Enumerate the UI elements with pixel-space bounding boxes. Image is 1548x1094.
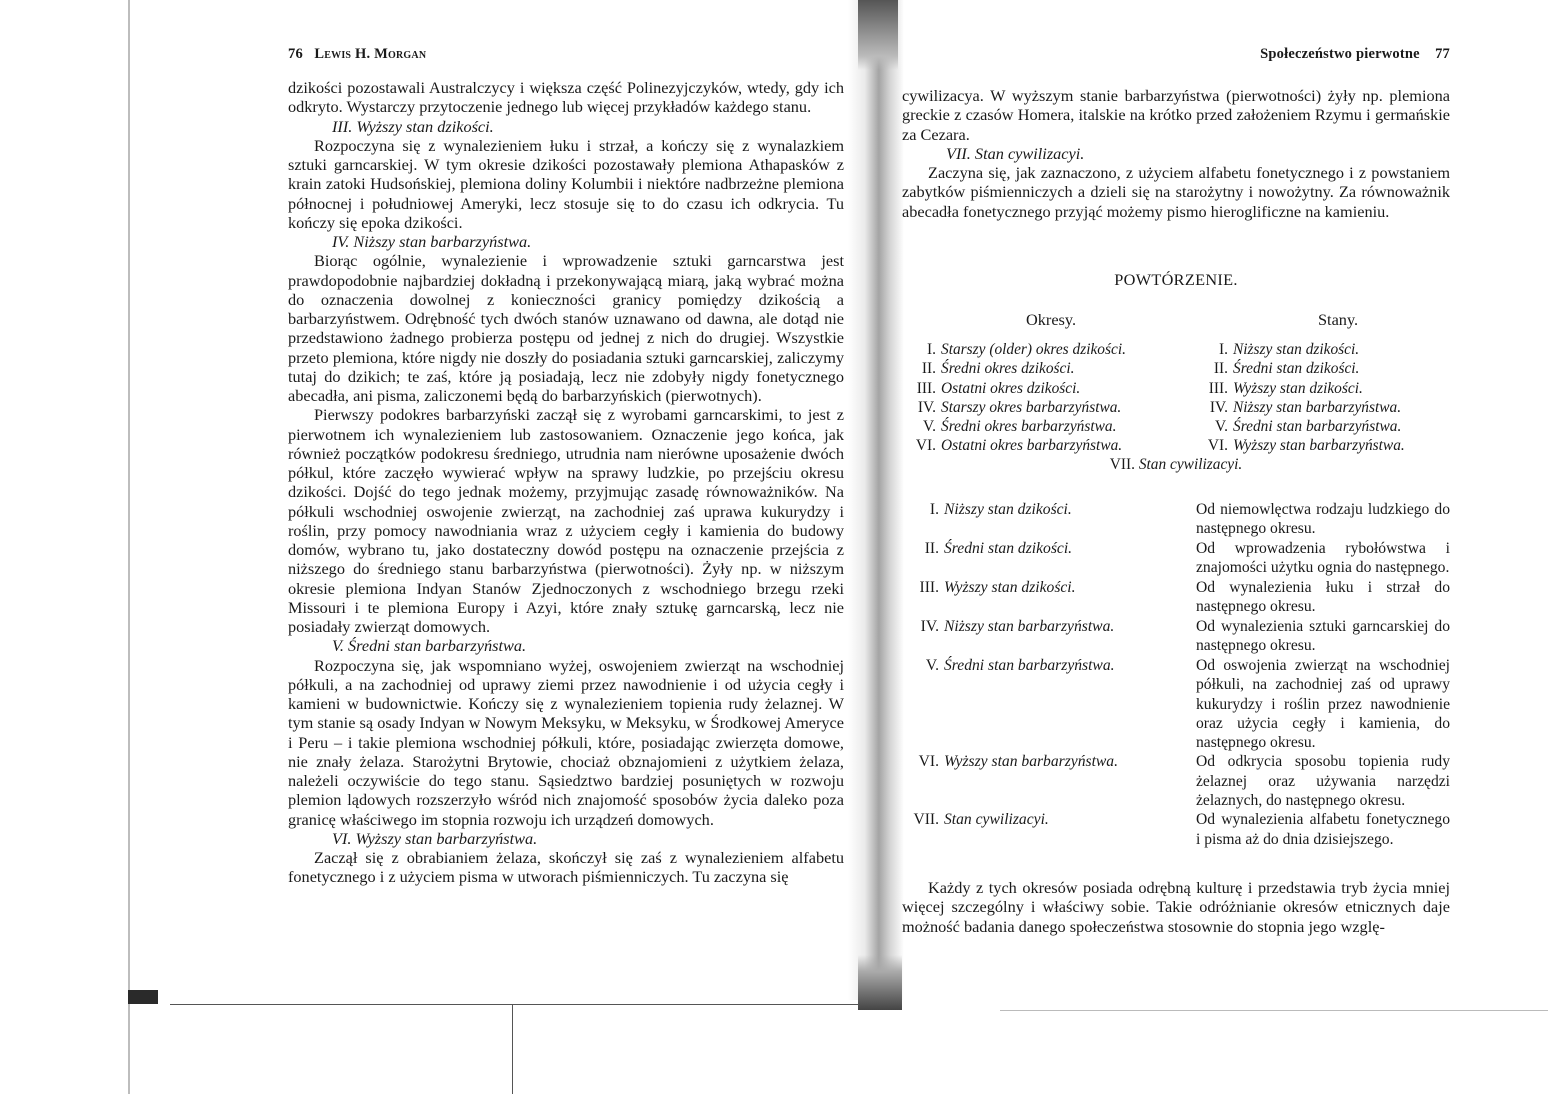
state-text: Niższy stan barbarzyństwa. (1233, 398, 1402, 416)
stage-name: Niższy stan barbarzyństwa. (944, 618, 1115, 635)
state-text: Średni stan barbarzyństwa. (1233, 418, 1402, 436)
periods-row (902, 417, 1142, 436)
row-number: II. (1213, 360, 1228, 378)
row-number: I. (927, 341, 936, 358)
stage-description: Od wynalezienia sztuki garncarskiej do następnego okresu. (1196, 618, 1450, 655)
section-heading-text: VII. Stan cywilizacyi. (946, 143, 1085, 163)
right-running-header (902, 46, 1450, 63)
row-number: VII. (913, 811, 939, 829)
gutter-bottom-shadow (858, 955, 902, 1010)
states-row (1194, 398, 1434, 417)
stage-row (902, 617, 1450, 656)
stage-description: Od wprowadzenia rybołówstwa i znajomości użytku ognia do następnego. (1196, 540, 1450, 577)
stage-row (902, 539, 1450, 578)
stage-row (902, 578, 1450, 617)
final-state-number: VII. (1109, 456, 1135, 473)
stage-description: Od wynalezienia łuku i strzał do następnego okresu. (1196, 579, 1450, 616)
states-table (1194, 340, 1434, 456)
section-heading-text: IV. Niższy stan barbarzyństwa. (332, 232, 532, 251)
scan-bottom-line-right (1000, 1010, 1548, 1011)
row-number: VI. (915, 437, 936, 455)
paragraph: cywilizacya. W wyższym stanie barbarzyństwa (pierwotności) żyły np. plemiona greckie z czasów Homera, italskie na krótko przed założeniem Rzymu i germańskie za Cezara. (902, 86, 1450, 144)
stage-row (902, 656, 1450, 752)
states-row (1194, 436, 1434, 455)
paragraph: Pierwszy podokres barbarzyński zaczął się z wyrobami garncarskimi, to jest z pierwotnem ich wynalezieniem lub zastosowaniem. Oznaczenie jego końca, jak również początków podokresu średniego, utrudnia nam nierówne uposażenie dwóch półkul, które zaczęło wywierać wpływ na sprawy ludzkie, po przejściu okresu dzikości. Dojść do tego jednak możemy, przyjmując zasadę równoważników. Na półkuli wschodniej oswojenie zwierząt, na zachodniej zaś uprawa kukurydzy i roślin, przy pomocy nawodniania wraz z użyciem cegły i kamienia do budowy domów, wybrano tu, jako dostateczny dowód postępu na oznaczenie przejścia z niższego do średniego stanu barbarzyństwa (pierwotności). Żyły np. w niższym okresie plemiona Indyan Stanów Zjednoczonych z wschodniego brzegu rzeki Missouri i te plemiona Europy i Azyi, które znały sztukę garncarską, lecz nie posiadały zwierząt domowych. (288, 405, 844, 636)
left-body-text (288, 78, 844, 887)
row-number: V. (923, 418, 936, 436)
left-page-number: 76 (288, 46, 303, 62)
row-number: I. (1219, 341, 1228, 358)
section-heading-text: VI. Wyższy stan barbarzyństwa. (332, 828, 538, 848)
stage-name: Średni stan dzikości. (944, 540, 1073, 557)
section-heading (288, 117, 844, 136)
row-number: IV. (1209, 398, 1228, 416)
states-heading: Stany. (1318, 310, 1359, 329)
row-number: IV. (920, 618, 939, 635)
book-gutter-shadow (848, 0, 904, 1000)
row-number: IV. (917, 398, 936, 416)
periods-row (902, 379, 1142, 398)
period-text: Średni okres barbarzyństwa. (941, 418, 1117, 436)
section-heading (288, 636, 844, 655)
periods-heading: Okresy. (1026, 310, 1077, 329)
section-heading-text: V. Średni stan barbarzyństwa. (332, 636, 527, 656)
states-row (1194, 340, 1434, 359)
state-text: Średni stan dzikości. (1233, 360, 1360, 378)
stage-description: Od wynalezienia alfabetu fonetycznego i pisma aż do dnia dzisiejszego. (1196, 811, 1450, 848)
states-row (1194, 359, 1434, 378)
period-text: Średni okres dzikości. (941, 360, 1075, 378)
stage-row (902, 500, 1450, 539)
row-number: V. (925, 657, 939, 674)
period-text: Starszy okres barbarzyństwa. (941, 398, 1122, 416)
paragraph: Biorąc ogólnie, wynalezienie i wprowadzenie sztuki garncarstwa jest prawdopodobnie najbardziej dokładną i przekonywającą miarą, jaką wybrać można do oznaczenia dowolnej z konieczności granicy pomiędzy dzikością a barbarzyństwem. Odrębność tych dwóch stanów uznawano od dawna, ale dotąd nie przedstawiono żadnego probierza postępu od jednej z nich do drugiej. Wszystkie przeto plemiona, które nigdy nie doszły do posiadania sztuki garncarskiej, zaliczymy tutaj do dzikich; te zaś, które ją posiadają, lecz nie zdobyły nigdy fonetycznego abecadła, ani pisma, zaliczonemi będą do barbarzyńskich (pierwotnych). (288, 251, 844, 405)
final-state-text: Stan cywilizacyi. (1138, 456, 1243, 473)
paragraph: dzikości pozostawali Australczycy i większa część Polinezyjczyków, wtedy, gdy ich odkryto. Wystarczy przytoczenie jednego lub więcej przykładów każdego stanu. (288, 78, 844, 117)
periods-table (902, 340, 1142, 456)
paragraph: Rozpoczyna się z wynalezieniem łuku i strzał, a kończy się z wynalazkiem sztuki garncarskiej. W tym okresie dzikości pozostawały plemiona Athapasków z krain zatoki Hudsońskiej, plemiona doliny Kolumbii i niektóre nadbrzeżne plemiona północnej i południowej Ameryki, lecz stosuje się to do czasu ich odkrycia. Tu kończy się epoka dzikości. (288, 135, 844, 232)
section-heading (288, 829, 844, 848)
gutter-top-shadow (858, 0, 898, 70)
stage-name: Wyższy stan dzikości. (944, 579, 1076, 596)
paragraph: Rozpoczyna się, jak wspomniano wyżej, oswojeniem zwierząt na wschodniej półkuli, a na zachodniej od uprawy ziemi przez nawodnienie i od użycia cegły i kamieni w budownictwie. Kończy się z wynalezieniem topienia rudy żelaznej. W tym stanie są osady Indyan w Nowym Meksyku, w Meksyku, w Środkowej Ameryce i Peru – i takie plemiona wschodniej półkuli, które, posiadając zwierzęta domowe, nie znały żelaza. Starożytni Brytowie, chociaż obznajomieni z użytkiem żelaza, należeli oczywiście do tego stanu. Sąsiedztwo bardziej posuniętych w rozwoju plemion lądowych rozszerzyło wśród nich znajomość sposobów życia daleko poza granicę właściwego im stopnia rozwoju ich urządzeń domowych. (288, 655, 844, 829)
period-text: Ostatni okres barbarzyństwa. (941, 437, 1123, 455)
row-number: V. (1215, 418, 1228, 436)
scan-bottom-line (170, 1004, 860, 1005)
left-running-header (288, 46, 426, 63)
stage-row (902, 810, 1450, 849)
stage-description: Od oswojenia zwierząt na wschodniej półkuli, na zachodniej zaś od uprawy kukurydzy i roślin przez nawodnienie oraz użycia cegły i kamienia, do następnego okresu. (1196, 657, 1450, 752)
right-body-text (902, 86, 1450, 221)
periods-row (902, 436, 1142, 455)
state-text: Niższy stan dzikości. (1233, 341, 1360, 358)
paragraph: Zaczyna się, jak zaznaczono, z użyciem alfabetu fonetycznego i z powstaniem zabytków piśmienniczych a dzieli się na starożytny i nowożytny. Za równoważnik abecadła fonetycznego przyjąć możemy pismo hieroglificzne na kamieniu. (902, 163, 1450, 221)
scan-left-edge (128, 0, 174, 1094)
stage-name: Średni stan barbarzyństwa. (944, 657, 1115, 674)
final-state-line (902, 456, 1450, 474)
row-number: I. (929, 501, 939, 518)
scan-bottom-tick (512, 1004, 513, 1094)
row-number: VI. (918, 753, 939, 771)
summary-title: POWTÓRZENIE. (1114, 270, 1238, 289)
right-page-number: 77 (1435, 46, 1450, 62)
closing-paragraph: Każdy z tych okresów posiada odrębną kulturę i przedstawia tryb życia mniej więcej szczególny i właściwy sobie. Takie odróżnianie okresów etnicznych daje możność badania danego społeczeństwa stosownie do stopnia jego wzglę- (902, 878, 1450, 936)
closing-text (902, 878, 1450, 936)
paragraph: Zaczął się z obrabianiem żelaza, skończył się zaś z wynalezieniem alfabetu fonetycznego i z użyciem pisma w utworach piśmienniczych. Tu zaczyna się (288, 848, 844, 887)
periods-row (902, 398, 1142, 417)
stage-row (902, 752, 1450, 810)
states-row (1194, 379, 1434, 398)
stage-name: Stan cywilizacyi. (944, 811, 1049, 829)
scan-left-bar (128, 990, 158, 1004)
row-number: II. (924, 540, 939, 557)
section-heading (288, 232, 844, 251)
row-number: III. (919, 579, 939, 596)
right-running-head: Społeczeństwo pierwotne (1260, 46, 1420, 62)
periods-row (902, 340, 1142, 359)
periods-row (902, 359, 1142, 378)
state-text: Wyższy stan dzikości. (1233, 379, 1363, 397)
section-heading (902, 144, 1450, 163)
stage-description: Od niemowlęctwa rodzaju ludzkiego do następnego okresu. (1196, 501, 1450, 538)
row-number: III. (916, 379, 936, 397)
left-running-head: Lewis H. Morgan (314, 46, 427, 62)
row-number: II. (921, 360, 936, 378)
row-number: III. (1208, 379, 1228, 397)
period-text: Ostatni okres dzikości. (941, 379, 1081, 397)
section-heading-text: III. Wyższy stan dzikości. (332, 116, 494, 136)
state-text: Wyższy stan barbarzyństwa. (1233, 437, 1405, 455)
stage-name: Wyższy stan barbarzyństwa. (944, 753, 1119, 771)
stage-name: Niższy stan dzikości. (944, 501, 1072, 518)
row-number: VI. (1207, 437, 1228, 455)
stages-table (902, 500, 1450, 849)
states-row (1194, 417, 1434, 436)
period-text: Starszy (older) okres dzikości. (941, 341, 1126, 358)
stage-description: Od odkrycia sposobu topienia rudy żelaznej oraz używania narzędzi żelaznych, do następnego okresu. (1196, 753, 1450, 810)
